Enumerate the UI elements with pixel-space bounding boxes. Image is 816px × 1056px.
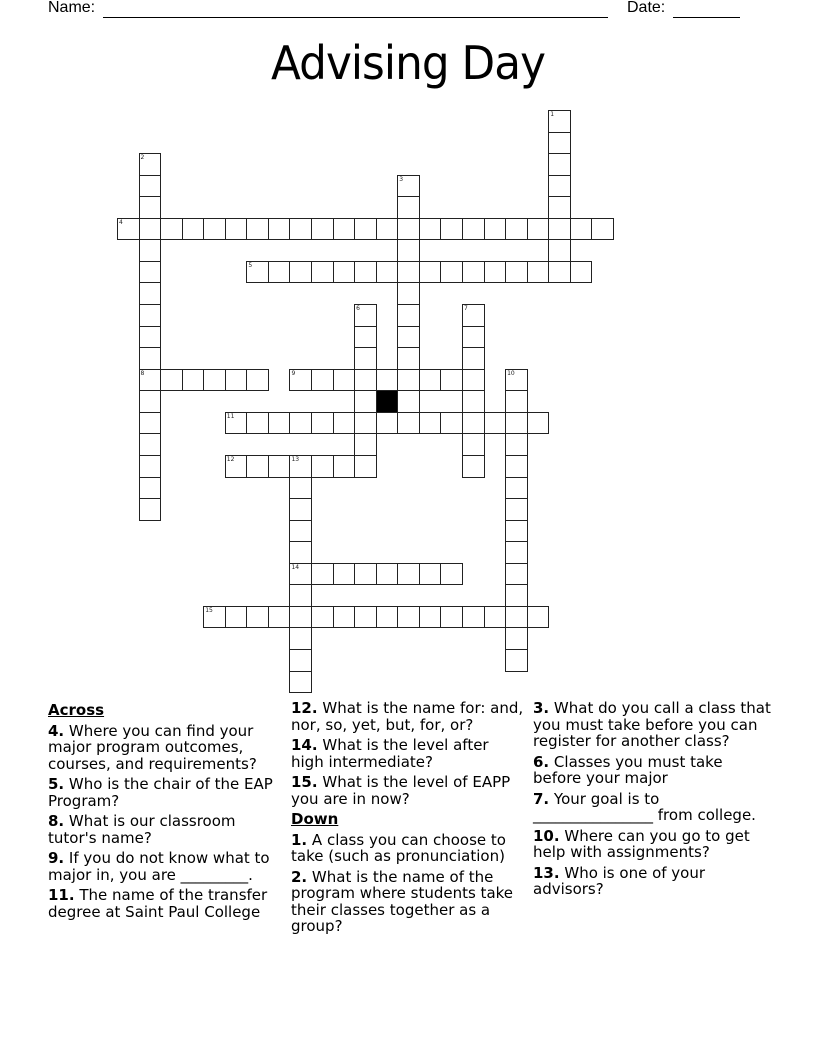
crossword-cell[interactable] <box>462 606 485 629</box>
crossword-cell[interactable] <box>333 563 356 586</box>
crossword-cell[interactable] <box>225 606 248 629</box>
crossword-cell[interactable] <box>548 153 571 176</box>
crossword-cell[interactable] <box>505 412 528 435</box>
crossword-cell[interactable] <box>505 627 528 650</box>
crossword-cell[interactable] <box>203 369 226 392</box>
clue-down-3 <box>533 700 773 750</box>
crossword-cell[interactable] <box>246 412 269 435</box>
crossword-cell[interactable] <box>289 477 312 500</box>
clue-text: What is the level after high intermediate? <box>291 736 489 771</box>
crossword-cell[interactable] <box>354 347 377 370</box>
clue-down-7 <box>533 791 773 824</box>
clue-number-label: 9 <box>291 369 296 377</box>
crossword-cell[interactable] <box>462 412 485 435</box>
crossword-cell[interactable] <box>311 369 334 392</box>
crossword-cell[interactable] <box>484 606 507 629</box>
crossword-cell[interactable] <box>289 671 312 694</box>
crossword-cell[interactable] <box>376 369 399 392</box>
crossword-cell[interactable] <box>246 606 269 629</box>
clue-across-8 <box>48 813 280 846</box>
crossword-cell[interactable] <box>311 606 334 629</box>
clue-number-label: 13 <box>291 455 300 463</box>
clue-number: 2. <box>291 867 308 886</box>
crossword-cell[interactable] <box>311 218 334 241</box>
crossword-cell[interactable] <box>505 606 528 629</box>
crossword-cell[interactable] <box>505 477 528 500</box>
crossword-cell[interactable] <box>139 498 162 521</box>
crossword-cell[interactable] <box>505 261 528 284</box>
crossword-cell[interactable] <box>139 326 162 349</box>
crossword-cell[interactable] <box>440 563 463 586</box>
crossword-cell[interactable] <box>311 455 334 478</box>
clue-text: Your goal is to ________________ from college. <box>533 789 756 824</box>
clue-across-12 <box>291 700 525 733</box>
crossword-cell[interactable] <box>139 433 162 456</box>
clue-down-1 <box>291 832 525 865</box>
crossword-cell[interactable] <box>527 606 550 629</box>
crossword-cell[interactable] <box>139 477 162 500</box>
crossword-cell[interactable] <box>440 261 463 284</box>
crossword-cell[interactable] <box>505 455 528 478</box>
crossword-cell[interactable] <box>462 347 485 370</box>
clue-number: 15. <box>291 773 318 791</box>
clue-number: 1. <box>291 830 308 849</box>
crossword-cell[interactable] <box>203 218 226 241</box>
clue-across-9 <box>48 850 280 883</box>
crossword-cell[interactable] <box>333 369 356 392</box>
clue-across-15 <box>291 774 525 807</box>
clue-down-2 <box>291 869 525 935</box>
crossword-cell[interactable] <box>505 390 528 413</box>
crossword-cell[interactable] <box>354 326 377 349</box>
crossword-cell[interactable] <box>548 110 571 133</box>
worksheet-header <box>0 0 816 20</box>
clue-text: Where you can find your major program outcomes, courses, and requirements? <box>48 721 257 773</box>
crossword-cell[interactable] <box>397 196 420 219</box>
crossword-cell[interactable] <box>570 218 593 241</box>
clue-number-label: 6 <box>356 305 360 313</box>
crossword-cell[interactable] <box>289 563 312 586</box>
clue-number-label: 10 <box>507 369 515 377</box>
down-heading: Down <box>291 810 339 828</box>
crossword-cell[interactable] <box>268 261 291 284</box>
clue-number-label: 2 <box>140 154 145 162</box>
crossword-cell[interactable] <box>139 455 162 478</box>
crossword-cell[interactable] <box>527 218 550 241</box>
crossword-cell[interactable] <box>462 218 485 241</box>
crossword-cell[interactable] <box>376 606 399 629</box>
crossword-cell[interactable] <box>397 261 420 284</box>
crossword-cell[interactable] <box>376 218 399 241</box>
date-label: Date: <box>627 0 666 16</box>
crossword-cell[interactable] <box>419 606 442 629</box>
clue-number-label: 7 <box>463 305 468 313</box>
crossword-cell[interactable] <box>289 627 312 650</box>
crossword-cell[interactable] <box>268 412 291 435</box>
crossword-cell[interactable] <box>548 239 571 262</box>
crossword-cell[interactable] <box>246 218 269 241</box>
clue-text: What is the level of EAPP you are in now? <box>291 773 511 808</box>
crossword-cell[interactable] <box>548 218 571 241</box>
clue-number-label: 8 <box>140 369 145 377</box>
crossword-cell[interactable] <box>354 261 377 284</box>
page-title: Advising Day <box>270 36 545 90</box>
crossword-cell[interactable] <box>139 196 162 219</box>
crossword-cell[interactable] <box>268 218 291 241</box>
clue-number: 8. <box>48 812 65 830</box>
crossword-cell[interactable] <box>484 218 507 241</box>
clue-number-label: 14 <box>291 563 300 571</box>
clue-across-11 <box>48 887 280 920</box>
clue-text: Who is the chair of the EAP Program? <box>48 775 273 810</box>
crossword-cell[interactable] <box>182 218 205 241</box>
crossword-cell[interactable] <box>376 563 399 586</box>
crossword-cell[interactable] <box>289 218 312 241</box>
crossword-cell[interactable] <box>397 347 420 370</box>
clue-number-label: 5 <box>248 261 253 269</box>
clue-number: 10. <box>533 826 560 845</box>
crossword-cell[interactable] <box>311 412 334 435</box>
clue-text: What is the name of the program where students take their classes together as a group? <box>291 867 514 935</box>
crossword-cell[interactable] <box>289 369 312 392</box>
crossword-cell[interactable] <box>182 369 205 392</box>
crossword-cell[interactable] <box>397 412 420 435</box>
clue-number: 5. <box>48 775 65 793</box>
crossword-cell[interactable] <box>225 369 248 392</box>
crossword-cell[interactable] <box>505 369 528 392</box>
crossword-cell[interactable] <box>419 218 442 241</box>
crossword-cell[interactable] <box>376 261 399 284</box>
crossword-cell[interactable] <box>289 455 312 478</box>
crossword-cell[interactable] <box>268 455 291 478</box>
crossword-cell[interactable] <box>440 218 463 241</box>
crossword-cell[interactable] <box>354 412 377 435</box>
clue-number: 4. <box>48 721 65 740</box>
clue-down-10 <box>533 828 773 861</box>
clue-text: What do you call a class that you must take before you can register for another class? <box>533 699 771 750</box>
crossword-cell[interactable] <box>419 369 442 392</box>
crossword-cell[interactable] <box>505 541 528 564</box>
crossword-cell[interactable] <box>354 304 377 327</box>
crossword-cell[interactable] <box>139 369 162 392</box>
crossword-cell[interactable] <box>548 196 571 219</box>
crossword-cell[interactable] <box>311 261 334 284</box>
crossword-cell[interactable] <box>354 369 377 392</box>
crossword-cell[interactable] <box>289 584 312 607</box>
crossword-cell[interactable] <box>139 412 162 435</box>
clue-text: What is our classroom tutor's name? <box>48 812 236 847</box>
clue-down-6 <box>533 754 773 787</box>
crossword-cell[interactable] <box>397 390 420 413</box>
crossword-cell[interactable] <box>311 563 334 586</box>
crossword-cell[interactable] <box>419 563 442 586</box>
crossword-cell[interactable] <box>203 606 226 629</box>
clue-down-13 <box>533 865 773 898</box>
crossword-cell[interactable] <box>333 261 356 284</box>
clue-number: 14. <box>291 736 318 754</box>
crossword-cell[interactable] <box>139 175 162 198</box>
clue-number-label: 4 <box>119 218 123 226</box>
clue-text: Where can you go to get help with assignments? <box>533 826 750 861</box>
crossword-cell[interactable] <box>139 347 162 370</box>
clue-text: What is the name for: and, nor, so, yet, but, for, or? <box>291 699 524 734</box>
crossword-cell[interactable] <box>139 261 162 284</box>
crossword-cell[interactable] <box>548 175 571 198</box>
crossword-cell[interactable] <box>397 175 420 198</box>
crossword-cell[interactable] <box>160 218 183 241</box>
clue-number: 12. <box>291 699 318 717</box>
crossword-cell[interactable] <box>289 412 312 435</box>
crossword-cell[interactable] <box>548 132 571 155</box>
name-label: Name: <box>48 0 96 16</box>
clue-text: If you do not know what to major in, you are _________. <box>48 849 270 884</box>
clues-column-3 <box>533 700 773 902</box>
crossword-cell[interactable] <box>505 584 528 607</box>
crossword-cell[interactable] <box>548 261 571 284</box>
clue-across-5 <box>48 776 280 809</box>
clue-number: 7. <box>533 789 550 808</box>
crossword-cell[interactable] <box>505 563 528 586</box>
crossword-cell[interactable] <box>505 498 528 521</box>
crossword-cell[interactable] <box>527 412 550 435</box>
crossword-cell[interactable] <box>462 326 485 349</box>
crossword-cell[interactable] <box>225 218 248 241</box>
crossword-cell[interactable] <box>462 455 485 478</box>
clue-across-4 <box>48 723 280 773</box>
crossword-cell[interactable] <box>289 261 312 284</box>
crossword-cell[interactable] <box>397 282 420 305</box>
crossword-cell[interactable] <box>462 390 485 413</box>
date-field[interactable] <box>673 17 740 18</box>
clue-number: 6. <box>533 752 550 771</box>
name-field[interactable] <box>103 17 608 18</box>
crossword-cell[interactable] <box>268 606 291 629</box>
crossword-cell[interactable] <box>139 390 162 413</box>
crossword-cell[interactable] <box>397 239 420 262</box>
clue-text: Classes you must take before your major <box>533 752 723 787</box>
crossword-cell[interactable] <box>397 606 420 629</box>
clue-number: 11. <box>48 886 75 904</box>
crossword-cell[interactable] <box>397 218 420 241</box>
crossword-cell[interactable] <box>505 520 528 543</box>
clue-number: 3. <box>533 699 550 717</box>
crossword-cell[interactable] <box>376 412 399 435</box>
crossword-cell[interactable] <box>225 412 248 435</box>
crossword-cell[interactable] <box>354 390 377 413</box>
crossword-cell[interactable] <box>419 412 442 435</box>
clue-text: Who is one of your advisors? <box>533 863 706 898</box>
crossword-cell[interactable] <box>289 498 312 521</box>
crossword-cell[interactable] <box>139 153 162 176</box>
crossword-cell[interactable] <box>397 326 420 349</box>
clues-column-1 <box>48 700 280 924</box>
crossword-cell[interactable] <box>462 261 485 284</box>
clue-number: 9. <box>48 849 65 867</box>
clue-number-label: 15 <box>205 606 213 614</box>
clue-number-label: 12 <box>226 455 235 463</box>
across-heading: Across <box>48 701 105 719</box>
crossword-cell[interactable] <box>289 649 312 672</box>
crossword-cell[interactable] <box>505 218 528 241</box>
crossword-cell[interactable] <box>160 369 183 392</box>
crossword-cell[interactable] <box>289 520 312 543</box>
crossword-cell[interactable] <box>139 304 162 327</box>
crossword-cell[interactable] <box>225 455 248 478</box>
crossword-cell[interactable] <box>333 606 356 629</box>
crossword-cell[interactable] <box>354 563 377 586</box>
clue-across-14 <box>291 737 525 770</box>
crossword-cell[interactable] <box>440 369 463 392</box>
crossword-cell[interactable] <box>246 455 269 478</box>
clue-number: 13. <box>533 863 560 882</box>
crossword-cell[interactable] <box>139 218 162 241</box>
crossword-cell[interactable] <box>333 412 356 435</box>
crossword-cell[interactable] <box>462 369 485 392</box>
crossword-cell[interactable] <box>354 455 377 478</box>
clue-text: The name of the transfer degree at Saint Paul College <box>48 886 268 921</box>
clue-number-label: 3 <box>399 175 404 183</box>
crossword-cell[interactable] <box>354 433 377 456</box>
clue-number-label: 11 <box>226 412 235 420</box>
crossword-cell[interactable] <box>591 218 614 241</box>
crossword-cell[interactable] <box>462 304 485 327</box>
crossword-cell[interactable] <box>570 261 593 284</box>
crossword-cell[interactable] <box>139 282 162 305</box>
crossword-cell[interactable] <box>397 304 420 327</box>
crossword-cell[interactable] <box>440 412 463 435</box>
crossword-cell[interactable] <box>246 369 269 392</box>
crossword-cell[interactable] <box>484 261 507 284</box>
crossword-cell[interactable] <box>462 433 485 456</box>
crossword-cell[interactable] <box>484 412 507 435</box>
black-cell <box>376 390 399 413</box>
crossword-cell[interactable] <box>139 239 162 262</box>
crossword-cell[interactable] <box>333 218 356 241</box>
crossword-cell[interactable] <box>419 261 442 284</box>
crossword-cell[interactable] <box>246 261 269 284</box>
crossword-cell[interactable] <box>354 606 377 629</box>
crossword-cell[interactable] <box>333 455 356 478</box>
clue-number-label: 1 <box>550 111 555 118</box>
crossword-cell[interactable] <box>354 218 377 241</box>
crossword-cell[interactable] <box>289 606 312 629</box>
crossword-cell[interactable] <box>117 218 140 241</box>
crossword-cell[interactable] <box>289 541 312 564</box>
clue-text: A class you can choose to take (such as pronunciation) <box>291 830 506 865</box>
clues-column-2 <box>291 700 525 939</box>
crossword-cell[interactable] <box>440 606 463 629</box>
crossword-cell[interactable] <box>397 369 420 392</box>
crossword-cell[interactable] <box>527 261 550 284</box>
crossword-cell[interactable] <box>505 433 528 456</box>
crossword-cell[interactable] <box>505 649 528 672</box>
crossword-cell[interactable] <box>397 563 420 586</box>
